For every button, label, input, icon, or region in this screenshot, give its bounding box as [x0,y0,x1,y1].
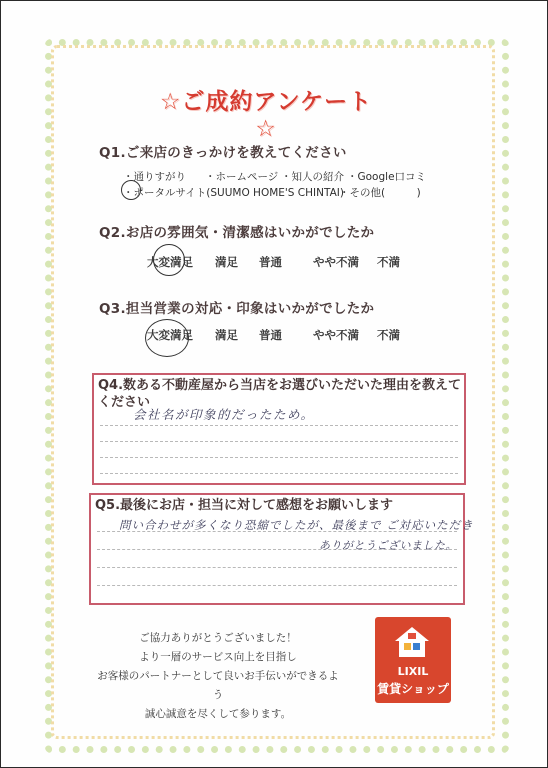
question-4-label: Q4.数ある不動産屋から当店をお選びいただいた理由を教えて ください [98,378,462,410]
q3-rating[interactable]: 普通 [259,328,282,342]
selection-circle [121,180,141,200]
house-icon [393,625,431,659]
logo-text-shop: 賃貸ショップ [377,682,449,696]
q1-option-selected[interactable]: ・ポータルサイト(SUUMO HOME'S CHINTAI) [123,187,344,199]
title-text: ご成約アンケート [181,89,373,115]
question-3-label: Q3.担当営業の対応・印象はいかがでしたか [99,301,375,317]
question-5-answer-line1[interactable]: 問い合わせが多くなり恐縮でしたが、最後まで ご対応いただき [119,518,474,532]
question-1-label: Q1.ご来店のきっかけを教えてください [99,145,347,161]
q3-rating[interactable]: 満足 [215,328,238,342]
q2-rating[interactable]: 大変満足 [147,255,193,269]
q2-rating[interactable]: やや不満 [313,255,359,269]
logo-text-lixil: LIXIL [397,665,429,678]
q3-rating[interactable]: 大変満足 [147,328,193,342]
thank-you-message: ご協力ありがとうございました！ より一層のサービス向上を目指し お客様のパートナーとして良いお手伝いができるよう 誠心誠意を尽くして参ります。 [97,632,339,720]
selection-circle [145,319,189,357]
q3-rating[interactable]: 不満 [377,328,400,342]
q1-option[interactable]: ・Google口コミ [347,171,427,183]
q3-rating[interactable]: やや不満 [313,328,359,342]
q1-option[interactable]: ・知人の紹介 [281,171,344,183]
survey-title [151,83,381,142]
question-2-label: Q2.お店の雰囲気・清潔感はいかがでしたか [99,225,375,241]
question-4-answer[interactable]: 会社名が印象的だったため。 [133,407,315,422]
star-icon: ☆ [159,89,182,115]
q2-rating[interactable]: 普通 [259,255,282,269]
selection-circle [153,244,185,276]
star-icon: ☆ [255,116,277,142]
q1-option[interactable]: ・その他( ) [339,187,421,199]
question-5-label: Q5.最後にお店・担当に対して感想をお願いします [95,498,394,513]
q2-rating[interactable]: 不満 [377,255,400,269]
q2-rating[interactable]: 満足 [215,255,238,269]
question-4-box [92,373,466,485]
lixil-chintai-shop-logo [375,617,451,703]
q1-option[interactable]: ・通りすがり [123,171,186,183]
q1-option[interactable]: ・ホームページ [205,171,279,183]
question-5-answer-line2[interactable]: ありがとうございました。 [319,539,457,552]
